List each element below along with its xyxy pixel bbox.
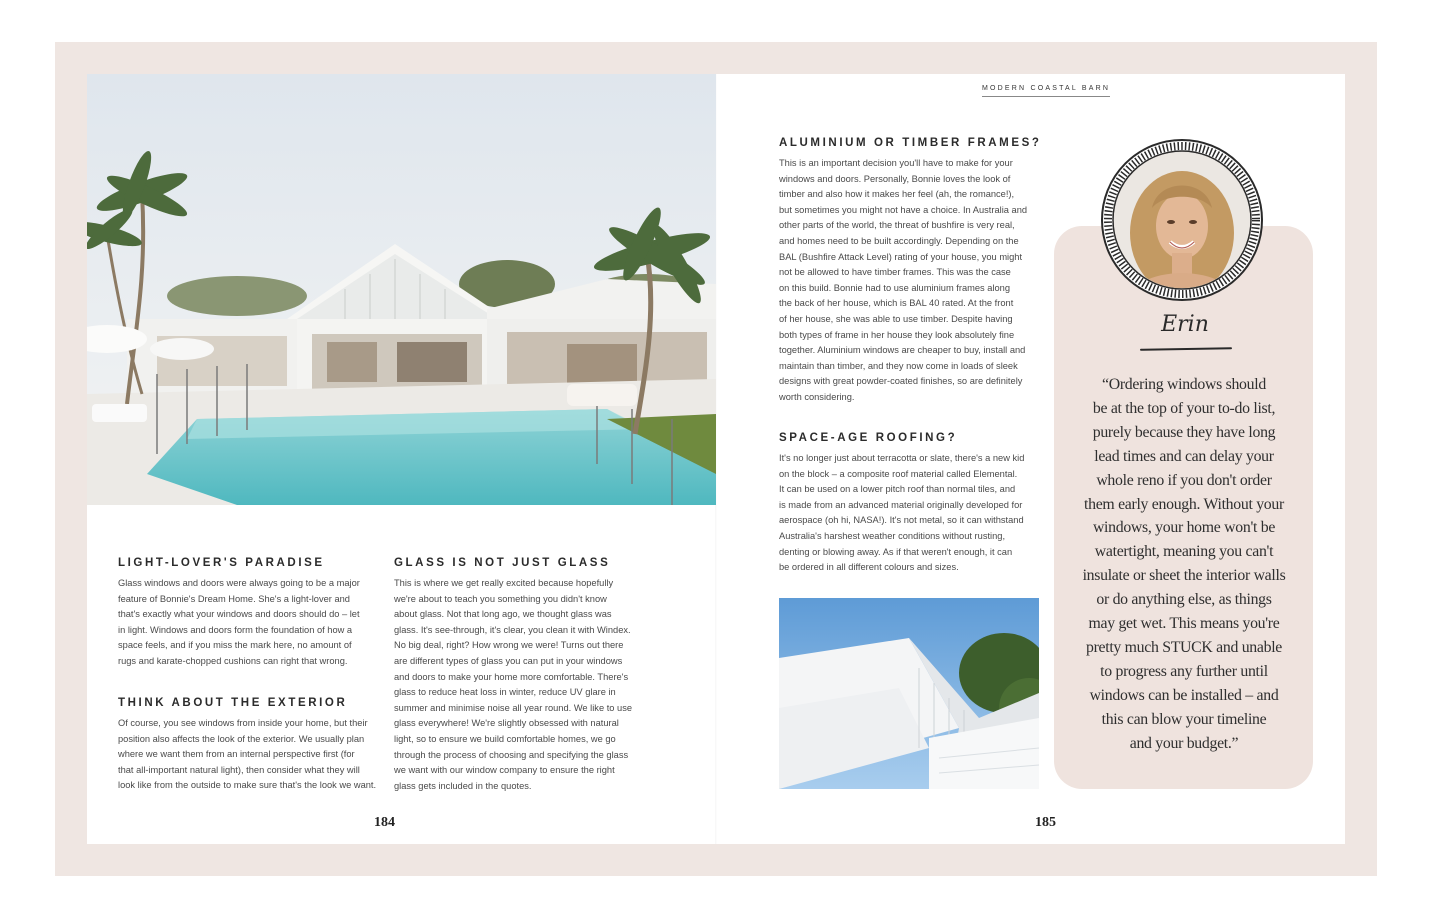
text-line: other parts of the world, the threat of bushfire is very real,: [779, 220, 1015, 231]
text-line: that all-important natural light), then consider what they will: [118, 764, 360, 775]
text-line: on this build. Bonnie had to use aluminium frames along: [779, 282, 1011, 293]
avatar-erin: [1100, 138, 1264, 302]
quote-line: pretty much STUCK and unable: [1085, 638, 1283, 656]
text-line: maintain than timber, and they now come in loads of sleek: [779, 360, 1018, 371]
text-line: feature of Bonnie's Dream Home. She's a light-lover and: [118, 593, 350, 604]
text-line: worth considering.: [779, 391, 855, 402]
roof-photo: [779, 598, 1039, 789]
text-line: No big deal, right? How wrong we were! Turns out there: [394, 640, 624, 651]
text-line: glass everywhere! We're slightly obsessed with natural: [394, 718, 619, 729]
text-line: glass to reduce heat loss in winter, reduce UV glare in: [394, 687, 616, 698]
text-line: we want with our window company to ensure the right: [394, 765, 615, 776]
text-line: of her house, she was able to use timber. Despite having: [779, 313, 1013, 324]
text-line: space feels, and if you miss the mark here, no amount of: [118, 640, 352, 651]
signature-erin: Erin: [1161, 312, 1209, 337]
text-line: glass. It's see-through, it's clear, you clean it with Windex.: [394, 624, 631, 635]
pull-quote: [1066, 373, 1302, 756]
text-line: not be allowed to have timber frames. This was the case: [779, 267, 1011, 278]
heading-glass-is-not-just-glass: GLASS IS NOT JUST GLASS: [394, 557, 611, 569]
quote-line: whole reno if you don't order: [1096, 471, 1272, 489]
text-line: be ordered in all different colours and sizes.: [779, 562, 959, 573]
text-line: is made from an advanced material originally developed for: [779, 499, 1023, 510]
quote-line: to progress any further until: [1100, 662, 1268, 680]
text-line: light, so to ensure we build comfortable homes, we go: [394, 733, 616, 744]
quote-line: “Ordering windows should: [1102, 376, 1266, 393]
quote-line: windows can be installed – and: [1089, 686, 1279, 704]
text-line: position also affects the look of the exterior. We usually plan: [118, 733, 365, 744]
quote-line: windows, your home won't be: [1092, 519, 1276, 537]
heading-aluminium-or-timber: ALUMINIUM OR TIMBER FRAMES?: [779, 137, 1042, 149]
hero-photo-pool-house: [87, 74, 716, 505]
text-line: It can be used on a lower pitch roof than normal tiles, and: [779, 484, 1016, 495]
text-line: Of course, you see windows from inside your home, but their: [118, 718, 368, 728]
text-line: we're about to teach you something you didn't know: [394, 593, 607, 604]
quote-line: be at the top of your to-do list,: [1092, 399, 1276, 417]
text-line: timber and also how it makes her feel (ah, the romance!),: [779, 189, 1015, 200]
text-line: are different types of glass you can put in your windows: [394, 655, 623, 666]
text-line: This is an important decision you'll have to make for your: [779, 158, 1013, 168]
text-line: Glass windows and doors were always going to be a major: [118, 578, 360, 588]
body-glass-is-not-just-glass: [394, 576, 632, 794]
quote-line: insulate or sheet the interior walls: [1082, 567, 1286, 585]
text-line: rugs and karate-chopped cushions can right that wrong.: [118, 655, 348, 666]
text-line: in light. Windows and doors form the foundation of how a: [118, 624, 353, 635]
quote-line: or do anything else, as things: [1096, 591, 1272, 609]
quote-line: lead times and can delay your: [1094, 447, 1274, 465]
page-number-right: 185: [1035, 815, 1056, 830]
text-line: both types of frame in her house they look absolutely fine: [779, 329, 1015, 340]
text-line: BAL (Bushfire Attack Level) rating of your house, you might: [779, 251, 1023, 262]
text-line: where we want them from an internal perspective first (for: [118, 749, 355, 760]
text-line: but sometimes you might not have a choice. In Australia and: [779, 204, 1028, 215]
heading-space-age-roofing: SPACE-AGE ROOFING?: [779, 432, 958, 444]
text-line: designs with great powder-coated finishes, so are definitely: [779, 376, 1023, 387]
text-line: the back of her house, which is BAL 40 rated. At the front: [779, 298, 1014, 309]
text-line: look like from the outside to make sure that's the look we want.: [118, 780, 377, 791]
body-space-age-roofing: [779, 451, 1024, 576]
text-line: This is where we get really excited because hopefully: [394, 578, 614, 588]
quote-line: watertight, meaning you can't: [1094, 543, 1274, 561]
quote-line: purely because they have long: [1092, 423, 1276, 441]
text-line: on the block – a composite roof material called Elemental.: [779, 468, 1018, 479]
body-think-about-exterior: [118, 716, 376, 794]
quote-line: them early enough. Without your: [1084, 495, 1284, 513]
text-line: about glass. Not that long ago, we thought glass was: [394, 609, 612, 620]
quote-line: and your budget.”: [1129, 734, 1239, 752]
page-number-left: 184: [374, 815, 395, 830]
text-line: glass gets included in the quotes.: [394, 780, 532, 791]
body-light-lovers-paradise: [118, 576, 360, 670]
text-line: and homes need to be built accordingly. Depending on the: [779, 235, 1019, 246]
text-line: through the process of choosing and specifying the glass: [394, 749, 629, 760]
text-line: and doors to make your home more comfortable. There's: [394, 671, 629, 682]
text-line: aerospace (oh hi, NASA!). It's not metal, so it can withstand: [779, 515, 1024, 526]
text-line: summer and minimise noise all year round. We like to use: [394, 702, 633, 713]
text-line: denting or blowing away. As if that weren't enough, it can: [779, 546, 1013, 557]
text-line: It's no longer just about terracotta or slate, there's a new kid: [779, 453, 1025, 463]
heading-light-lovers-paradise: LIGHT-LOVER'S PARADISE: [118, 557, 325, 569]
quote-line: may get wet. This means you're: [1088, 615, 1280, 633]
text-line: that's exactly what your windows and doors should do – let: [118, 609, 360, 620]
quote-line: this can blow your timeline: [1101, 710, 1267, 728]
text-line: windows and doors. Personally, Bonnie loves the look of: [779, 173, 1011, 184]
body-aluminium-or-timber: [779, 156, 1027, 406]
heading-think-about-exterior: THINK ABOUT THE EXTERIOR: [118, 697, 348, 709]
text-line: Australia's harshest weather conditions without rusting,: [779, 530, 1006, 541]
text-line: together. Aluminium windows are cheaper to buy, install and: [779, 345, 1026, 356]
running-head: MODERN COASTAL BARN: [982, 85, 1110, 97]
